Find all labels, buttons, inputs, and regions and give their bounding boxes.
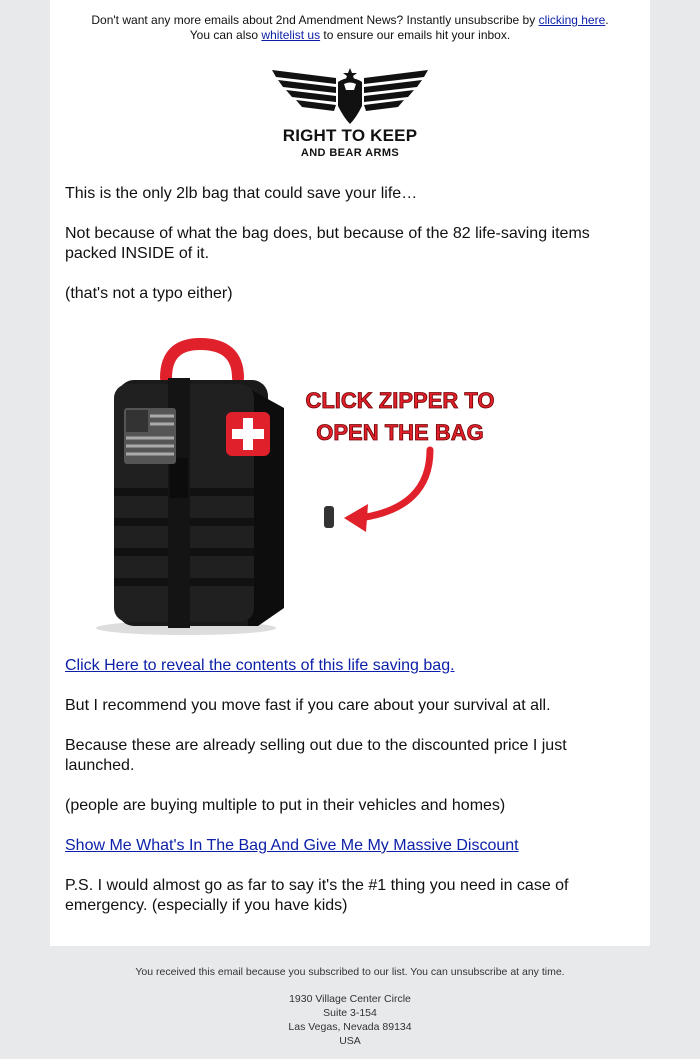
body-paragraph-5: Because these are already selling out due to the discounted price I just launched.	[65, 737, 567, 774]
callout-line-2: OPEN THE BAG	[316, 420, 484, 445]
unsubscribe-period: .	[605, 13, 609, 27]
logo-wordmark: RIGHT TO KEEP	[282, 126, 418, 145]
postscript-paragraph: P.S. I would almost go as far to say it's the #1 thing you need in case of emergency. (especially if you have kids)	[65, 877, 569, 914]
eagle-wings-icon	[270, 68, 430, 126]
address-line-4: USA	[339, 1035, 361, 1047]
callout-line-1: CLICK ZIPPER TO	[305, 388, 495, 413]
body-paragraph-2: Not because of what the bag does, but because of the 82 life-saving items packed INSIDE of it.	[65, 225, 590, 262]
body-paragraph-3: (that's not a typo either)	[65, 285, 233, 302]
address-line-2: Suite 3-154	[323, 1007, 377, 1019]
body-paragraph-4: But I recommend you move fast if you care about your survival at all.	[65, 697, 551, 714]
body-paragraph-1: This is the only 2lb bag that could save your life…	[65, 185, 418, 202]
address-line-3: Las Vegas, Nevada 89134	[288, 1021, 412, 1033]
brand-logo	[270, 68, 430, 164]
address-line-1: 1930 Village Center Circle	[289, 993, 411, 1005]
whitelist-text-suffix: to ensure our emails hit your inbox.	[320, 28, 511, 42]
unsubscribe-link[interactable]: clicking here	[538, 13, 606, 27]
logo-subword: AND BEAR ARMS	[300, 147, 400, 159]
subscription-notice: You received this email because you subscribed to our list. You can unsubscribe at any time.	[135, 966, 565, 978]
unsubscribe-notice	[50, 13, 650, 43]
whitelist-link[interactable]: whitelist us	[261, 28, 321, 42]
first-aid-bag-image	[78, 338, 495, 638]
body-paragraph-6: (people are buying multiple to put in their vehicles and homes)	[65, 797, 506, 814]
email-card	[50, 0, 650, 946]
unsubscribe-text: Don't want any more emails about 2nd Amendment News? Instantly unsubscribe by	[91, 13, 539, 27]
discount-link[interactable]: Show Me What's In The Bag And Give Me My Massive Discount	[65, 837, 519, 854]
reveal-contents-link[interactable]: Click Here to reveal the contents of this life saving bag.	[65, 657, 455, 674]
mailing-address	[0, 992, 700, 1048]
whitelist-text: You can also	[189, 28, 262, 42]
bag-image-link[interactable]	[78, 338, 495, 638]
